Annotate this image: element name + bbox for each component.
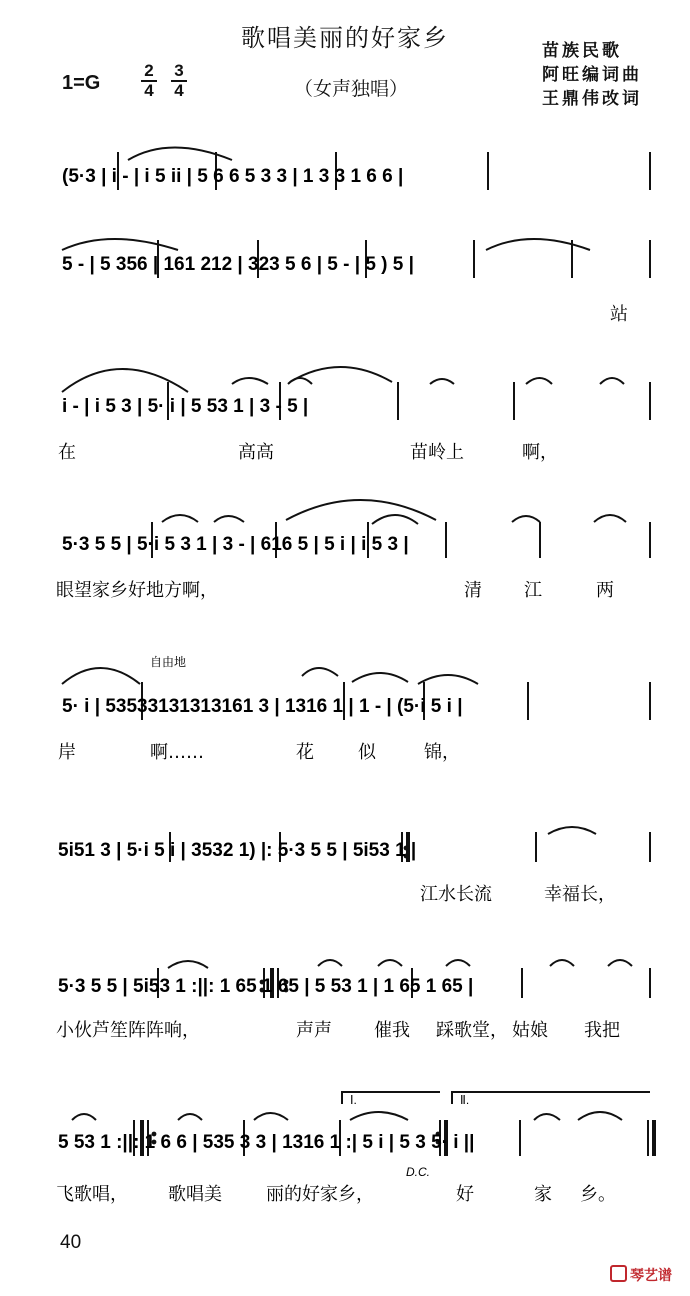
lyric-line-4-b: 清 <box>464 580 482 601</box>
first-ending-label: Ⅰ. <box>350 1093 357 1107</box>
lyric-line-5-a: 岸 <box>58 742 76 763</box>
logo-mark-icon <box>610 1265 627 1282</box>
score-notes-line-2: 5 - | 5 356 | 161 212 | 323 5 6 | 5 - | 5 ) 5 | <box>62 254 414 275</box>
lyric-line-2: 站 <box>610 304 628 325</box>
lyric-line-6-b: 幸福长， <box>544 884 616 905</box>
score-notes-line-1: (5·3 | i - | i 5 ii | 5 6 6 5 3 3 | 1 3 3 1 6 6 | <box>62 166 404 187</box>
score-notes-line-7: 5·3 5 5 | 5i53 1 :||: 1 65 1 65 | 5 53 1 | 1 65 1 65 | <box>58 976 474 997</box>
credit-lyricist: 王鼎伟改词 <box>542 89 642 109</box>
page-number: 40 <box>60 1232 82 1253</box>
lyric-line-8-f: 乡。 <box>580 1184 616 1205</box>
lyric-line-4-c: 江 <box>524 580 542 601</box>
lyric-line-8-b: 歌唱美 <box>168 1184 222 1205</box>
lyric-line-7-c: 催我 <box>374 1020 410 1041</box>
watermark-logo <box>610 1265 672 1285</box>
lyric-line-7-e: 姑娘 <box>512 1020 548 1041</box>
score-notes-line-8: 5 53 1 :||: 1 6 6 | 535 3 3 | 1316 1 :| 5 i | 5 3 5· i || <box>58 1132 475 1153</box>
lyric-line-4-a: 眼望家乡好地方啊， <box>56 580 218 601</box>
lyric-line-8-a: 飞歌唱， <box>56 1184 128 1205</box>
lyric-line-8-e: 家 <box>534 1184 552 1205</box>
score-notes-line-3: i - | i 5 3 | 5· i | 5 53 1 | 3 - 5 | <box>62 396 309 417</box>
lyric-line-8-c: 丽的好家乡， <box>266 1184 374 1205</box>
lyric-line-5-b: 啊…… <box>150 742 204 763</box>
time-signature-2-4: 2 4 <box>140 62 158 100</box>
lyric-line-6-a: 江水长流 <box>420 884 492 905</box>
credit-composer: 阿旺编词曲 <box>542 65 642 85</box>
lyric-line-7-f: 我把 <box>584 1020 620 1041</box>
tempo-marking: 自由地 <box>150 655 187 669</box>
score-notes-line-5: 5· i | 53533131313161 3 | 1316 1 | 1 - | (5·i 5 i | <box>62 696 463 717</box>
lyric-line-8-d: 好 <box>456 1184 474 1205</box>
lyric-line-7-b: 声声 <box>296 1020 332 1041</box>
second-ending-label: Ⅱ. <box>460 1093 470 1107</box>
da-capo-marking: D.C. <box>406 1165 430 1179</box>
song-title: 歌唱美丽的好家乡 <box>241 24 449 52</box>
score-notes-line-4: 5·3 5 5 | 5·i 5 3 1 | 3 - | 616 5 | 5 i | i 5 3 | <box>62 534 409 555</box>
lyric-line-3-d: 啊， <box>522 442 558 463</box>
lyric-line-7-a: 小伙芦笙阵阵响， <box>56 1020 200 1041</box>
key-signature: 1=G <box>62 72 101 94</box>
lyric-line-5-d: 似 <box>358 742 376 763</box>
lyric-line-3-a: 在 <box>58 442 76 463</box>
logo-text: 琴艺谱 <box>630 1268 672 1284</box>
lyric-line-4-d: 两 <box>596 580 614 601</box>
score-notes-line-6: 5i51 3 | 5·i 5 i | 3532 1) |: 5·3 5 5 | 5i53 1 | <box>58 840 417 861</box>
performance-note: （女声独唱） <box>294 78 409 100</box>
credit-origin: 苗族民歌 <box>542 41 622 61</box>
lyric-line-7-d: 踩歌堂， <box>436 1020 508 1041</box>
lyric-line-5-c: 花 <box>296 742 314 763</box>
time-signature-3-4: 3 4 <box>170 62 188 100</box>
lyric-line-3-c: 苗岭上 <box>410 442 464 463</box>
lyric-line-3-b: 高高 <box>238 442 274 463</box>
lyric-line-5-e: 锦， <box>424 742 460 763</box>
